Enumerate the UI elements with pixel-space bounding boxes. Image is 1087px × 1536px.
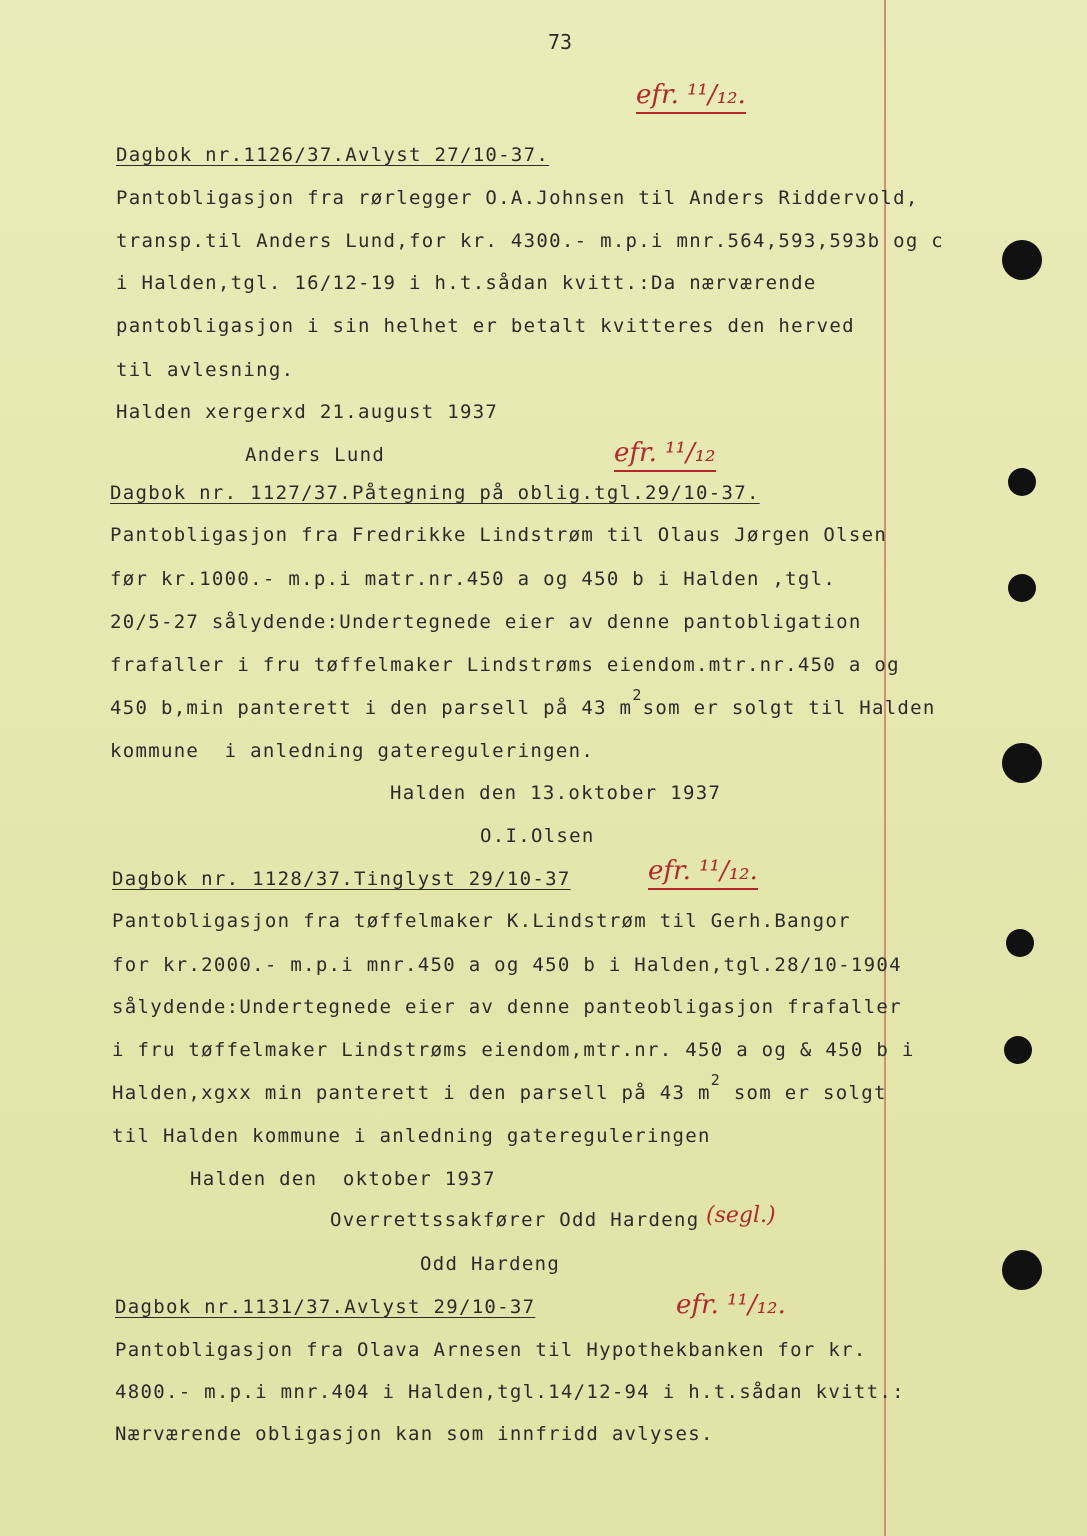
entry-text-line: transp.til Anders Lund,for kr. 4300.- m.p.i mnr.564,593,593b og c (116, 230, 945, 252)
entry-text-line: til avlesning. (116, 359, 295, 381)
entry-text-line: Pantobligasjon fra Fredrikke Lindstrøm til Olaus Jørgen Olsen (110, 524, 888, 546)
entry-text-line: Pantobligasjon fra tøffelmaker K.Lindstrøm til Gerh.Bangor (112, 910, 851, 932)
entry-heading: Dagbok nr.1126/37.Avlyst 27/10-37. (116, 144, 550, 166)
margin-annotation: efr. ¹¹/₁₂. (676, 1290, 786, 1320)
entry-text-line: i fru tøffelmaker Lindstrøms eiendom,mtr.nr. 450 a og & 450 b i (112, 1039, 915, 1061)
punch-hole-icon (1006, 929, 1034, 957)
entry-text-line: Pantobligasjon fra Olava Arnesen til Hypothekbanken for kr. (115, 1339, 867, 1361)
entry-text-line: til Halden kommune i anledning gatereguleringen (112, 1125, 711, 1147)
entry-signature: O.I.Olsen (480, 825, 595, 847)
page-number: 73 (548, 30, 573, 54)
punch-hole-icon (1002, 1250, 1042, 1290)
punch-hole-icon (1004, 1036, 1032, 1064)
margin-annotation: efr. ¹¹/₁₂. (636, 80, 746, 110)
entry-place-date: Halden den oktober 1937 (190, 1168, 496, 1190)
entry-text-line: pantobligasjon i sin helhet er betalt kvitteres den herved (116, 315, 855, 337)
entry-text-line: 4800.- m.p.i mnr.404 i Halden,tgl.14/12-94 i h.t.sådan kvitt.: (115, 1381, 905, 1403)
punch-hole-icon (1002, 240, 1042, 280)
punch-hole-icon (1008, 574, 1036, 602)
entry-text-line: Nærværende obligasjon kan som innfridd avlyses. (115, 1423, 714, 1445)
entry-text-line: Halden,xgxx min panterett i den parsell på 43 $m^2$ som er solgt (112, 1071, 887, 1104)
entry-text-line: 20/5-27 sålydende:Undertegnede eier av denne pantobligation (110, 611, 862, 633)
entry-text-line: i Halden,tgl. 16/12-19 i h.t.sådan kvitt.:Da nærværende (116, 272, 817, 294)
punch-hole-icon (1002, 743, 1042, 783)
entry-signature: Odd Hardeng (420, 1253, 561, 1275)
entry-text-line: 450 b,min panterett i den parsell på 43 $m^2som$ er solgt til Halden (110, 686, 936, 719)
entry-text-line: Pantobligasjon fra rørlegger O.A.Johnsen til Anders Riddervold, (116, 187, 919, 209)
margin-annotation: efr. ¹¹/₁₂ (614, 438, 716, 468)
margin-annotation: efr. ¹¹/₁₂. (648, 856, 758, 886)
seal-annotation: (segl.) (706, 1203, 776, 1228)
punch-hole-icon (1008, 468, 1036, 496)
entry-title-line: Overrettssakfører Odd Hardeng (330, 1209, 700, 1231)
entry-heading: Dagbok nr. 1127/37.Påtegning på oblig.tgl.29/10-37. (110, 482, 760, 504)
entry-place-date: Halden den 13.oktober 1937 (390, 782, 722, 804)
entry-text-line: før kr.1000.- m.p.i matr.nr.450 a og 450 b i Halden ,tgl. (110, 568, 837, 590)
entry-heading: Dagbok nr.1131/37.Avlyst 29/10-37 (115, 1296, 536, 1318)
entry-text-line: sålydende:Undertegnede eier av denne panteobligasjon frafaller (112, 996, 902, 1018)
entry-heading: Dagbok nr. 1128/37.Tinglyst 29/10-37 (112, 868, 571, 890)
entry-text-line: for kr.2000.- m.p.i mnr.450 a og 450 b i Halden,tgl.28/10-1904 (112, 954, 902, 976)
entry-text-line: kommune i anledning gatereguleringen. (110, 740, 595, 762)
entry-place-date: Halden xergerxd 21.august 1937 (116, 401, 499, 423)
entry-signature: Anders Lund (245, 444, 386, 466)
entry-text-line: frafaller i fru tøffelmaker Lindstrøms eiendom.mtr.nr.450 a og (110, 654, 900, 676)
